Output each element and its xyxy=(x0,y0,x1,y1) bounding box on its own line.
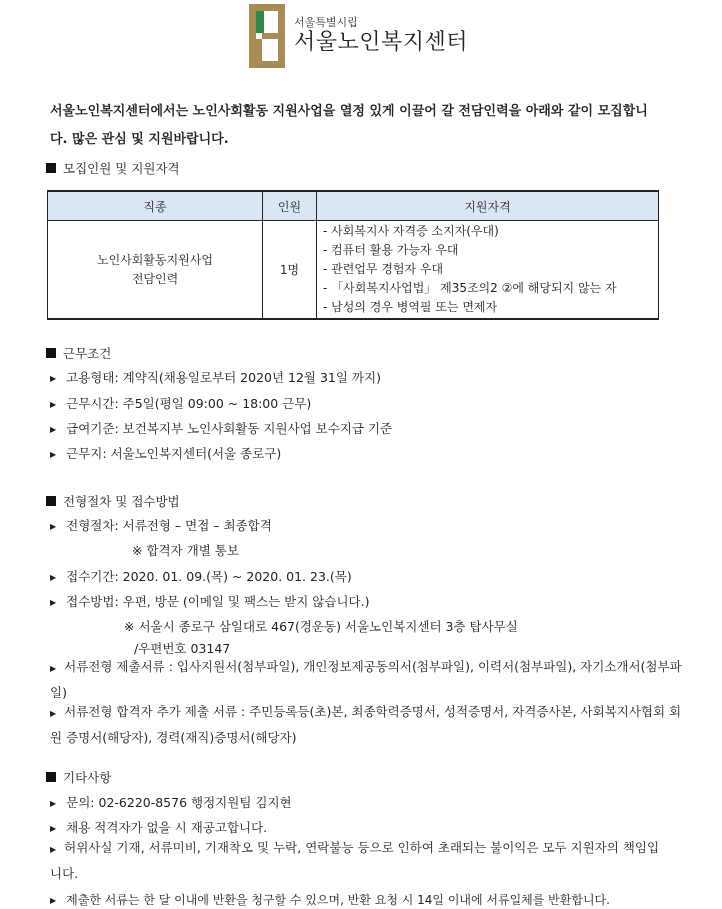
triangle-bullet-icon: ▶ xyxy=(50,425,57,434)
table-header-quals: 지원자격 xyxy=(317,191,659,221)
job-title-line: 전담인력 xyxy=(131,271,179,286)
triangle-bullet-icon: ▶ xyxy=(50,664,57,673)
square-bullet-icon xyxy=(46,163,56,173)
table-header-count: 인원 xyxy=(263,191,317,221)
list-item xyxy=(50,567,352,585)
center-emblem-icon xyxy=(248,3,286,69)
triangle-bullet-icon: ▶ xyxy=(50,598,57,607)
qualification-item: - 관련업무 경험자 우대 xyxy=(323,262,444,276)
etc-item-text: 허위사실 기재, 서류미비, 기재착오 및 누락, 연락불능 등으로 인하여 초래되는 불이익은 모두 지원자의 책임입니다. xyxy=(50,840,660,881)
table-header-row xyxy=(48,191,659,221)
qualification-item: - 사회복지사 자격증 소지자(우대) xyxy=(323,224,499,238)
work-item-text: 급여기준: 보건복지부 노인사회활동 지원사업 보수지급 기준 xyxy=(66,421,393,436)
qualification-item: - 「사회복지사업법」 제35조의2 ②에 해당되지 않는 자 xyxy=(323,281,617,295)
postcode: /우편번호 03147 xyxy=(134,641,231,656)
list-item xyxy=(50,655,685,705)
section-etc-title: 기타사항 xyxy=(63,770,112,785)
recruit-table xyxy=(47,190,659,320)
process-method-text: 접수방법: 우편, 방문 (이메일 및 팩스는 받지 않습니다.) xyxy=(66,594,370,609)
logo-subtitle: 서울특별시립 xyxy=(294,16,358,29)
list-item xyxy=(50,368,381,386)
section-recruit-heading xyxy=(46,159,180,177)
table-header-job: 직종 xyxy=(48,191,263,221)
qualification-item: - 컴퓨터 활용 가능자 우대 xyxy=(323,243,459,257)
section-work-heading xyxy=(46,344,111,362)
quals-cell xyxy=(317,221,659,320)
section-process-heading xyxy=(46,492,180,510)
list-item xyxy=(50,793,292,811)
job-title-cell xyxy=(48,221,263,320)
triangle-bullet-icon: ▶ xyxy=(50,522,57,531)
etc-item-text: 채용 적격자가 없을 시 재공고합니다. xyxy=(66,820,268,835)
intro-paragraph: 서울노인복지센터에서는 노인사회활동 지원사업을 열정 있게 이끌어 갈 전담인력을 아래와 같이 모집합니다. 많은 관심 및 지원바랍니다. xyxy=(50,104,648,147)
section-work-title: 근무조건 xyxy=(63,346,112,361)
triangle-bullet-icon: ▶ xyxy=(50,845,57,854)
list-item xyxy=(50,891,610,908)
table-row xyxy=(48,221,659,320)
etc-item-text: 제출한 서류는 한 달 이내에 반환을 청구할 수 있으며, 반환 요청 시 14일 이내에 서류일체를 반환합니다. xyxy=(66,893,610,907)
section-etc-heading xyxy=(46,768,111,786)
list-item xyxy=(50,394,311,412)
work-item-text: 근무시간: 주5일(평일 09:00 ~ 18:00 근무) xyxy=(66,396,312,411)
work-item-text: 근무지: 서울노인복지센터(서울 종로구) xyxy=(66,446,282,461)
list-item xyxy=(50,818,267,836)
contact-text: 문의: 02-6220-8576 행정지원팀 김지현 xyxy=(66,795,292,810)
qualification-item: - 남성의 경우 병역필 또는 면제자 xyxy=(323,300,498,314)
square-bullet-icon xyxy=(46,772,56,782)
center-logo xyxy=(248,3,468,69)
square-bullet-icon xyxy=(46,348,56,358)
required-docs-text: 서류전형 제출서류 : 입사지원서(첨부파일), 개인정보제공동의서(첨부파일), 이력서(첨부파일), 자기소개서(첨부파일) xyxy=(50,659,682,700)
square-bullet-icon xyxy=(46,496,56,506)
headcount-cell: 1명 xyxy=(263,221,317,320)
triangle-bullet-icon: ▶ xyxy=(50,374,57,383)
process-steps-text: 전형절차: 서류전형 – 면접 – 최종합격 xyxy=(66,518,272,533)
list-item xyxy=(50,516,272,534)
list-item xyxy=(50,836,670,886)
list-item xyxy=(50,592,369,610)
additional-docs-text: 서류전형 합격자 추가 제출 서류 : 주민등록등(초)본, 최종학력증명서, 성적증명서, 자격증사본, 사회복지사협회 회원 증명서(해당자), 경력(재직)증명서(해당자) xyxy=(50,704,682,745)
logo-title: 서울노인복지센터 xyxy=(294,30,469,55)
triangle-bullet-icon: ▶ xyxy=(50,824,57,833)
triangle-bullet-icon: ▶ xyxy=(50,896,57,905)
mailing-address: ※ 서울시 종로구 삼일대로 467(경운동) 서울노인복지센터 3층 탑사무실 xyxy=(124,619,518,634)
work-item-text: 고용형태: 계약직(채용일로부터 2020년 12월 31일 까지) xyxy=(66,370,381,385)
triangle-bullet-icon: ▶ xyxy=(50,400,57,409)
triangle-bullet-icon: ▶ xyxy=(50,573,57,582)
triangle-bullet-icon: ▶ xyxy=(50,799,57,808)
process-period-text: 접수기간: 2020. 01. 09.(목) ~ 2020. 01. 23.(목) xyxy=(66,569,352,584)
job-title-line: 노인사회활동지원사업 xyxy=(97,252,213,267)
triangle-bullet-icon: ▶ xyxy=(50,450,57,459)
list-item xyxy=(50,700,685,750)
section-recruit-title: 모집인원 및 지원자격 xyxy=(63,161,180,176)
pass-notice: ※ 합격자 개별 통보 xyxy=(132,543,239,558)
list-item xyxy=(50,444,281,462)
section-process-title: 전형절차 및 접수방법 xyxy=(63,494,180,509)
list-item xyxy=(50,419,392,437)
triangle-bullet-icon: ▶ xyxy=(50,709,57,718)
